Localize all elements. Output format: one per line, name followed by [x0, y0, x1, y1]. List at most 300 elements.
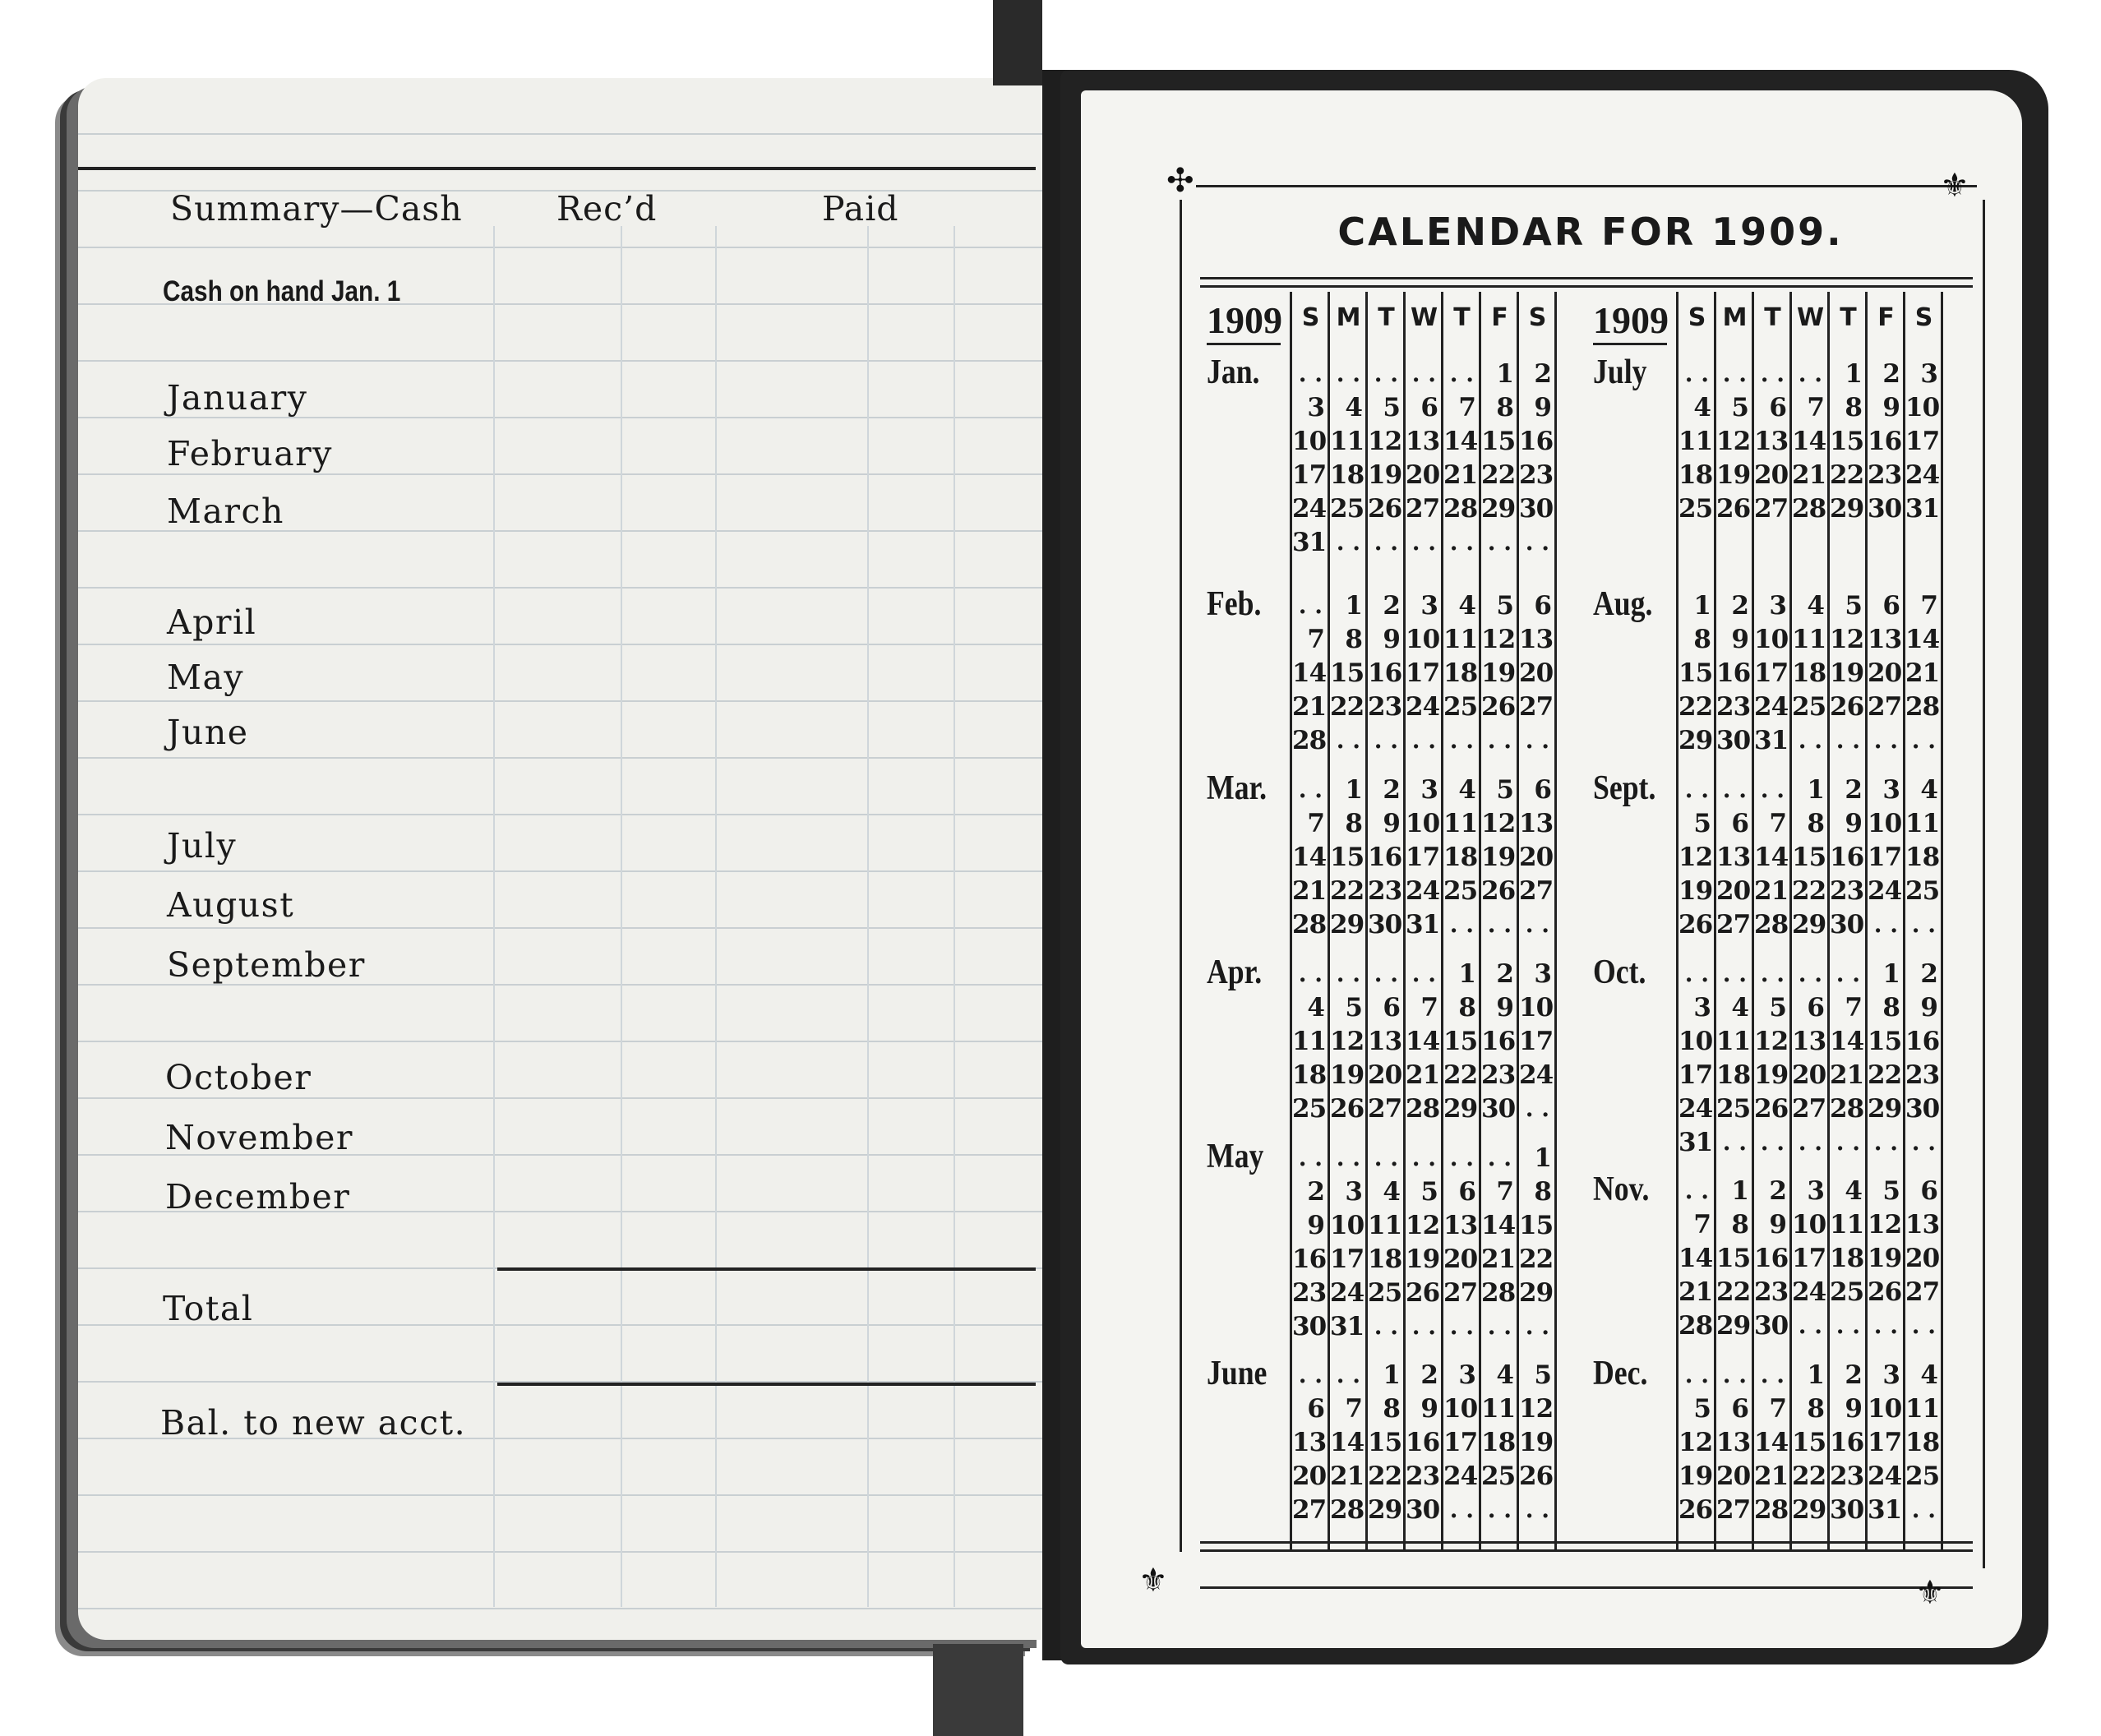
day-cell: 5	[1693, 809, 1711, 838]
month-name: Dec.	[1593, 1355, 1648, 1392]
day-cell: 5	[1383, 393, 1400, 422]
day-cell: 3	[1420, 591, 1438, 621]
day-cell: 1	[1731, 1176, 1748, 1206]
day-cell: 8	[1345, 809, 1362, 838]
day-cell: 2	[1383, 591, 1400, 621]
day-cell: 22	[1792, 1461, 1826, 1491]
day-cell: 16	[1905, 1027, 1940, 1056]
day-cell: 27	[1519, 692, 1554, 722]
day-cell: 14	[1330, 1428, 1364, 1457]
day-cell: 29	[1368, 1495, 1402, 1525]
day-cell: 15	[1519, 1211, 1554, 1240]
day-cell: 7	[1307, 809, 1324, 838]
month-name: May	[1207, 1138, 1264, 1175]
weekday-label: F	[1877, 303, 1895, 332]
month-name: Jan.	[1207, 353, 1260, 391]
day-cell: 23	[1519, 460, 1554, 490]
blank-cell: . .	[1298, 776, 1323, 803]
day-cell: 11	[1830, 1210, 1864, 1240]
day-cell: 13	[1754, 427, 1789, 456]
blank-cell: . .	[1525, 1095, 1549, 1122]
day-cell: 29	[1716, 1311, 1751, 1341]
day-cell: 13	[1406, 427, 1440, 456]
day-cell: 4	[1920, 775, 1937, 805]
day-cell: 26	[1368, 494, 1402, 524]
day-cell: 21	[1754, 1461, 1789, 1491]
blank-cell: . .	[1911, 1496, 1936, 1523]
day-cell: 26	[1481, 692, 1516, 722]
day-cell: 9	[1845, 1394, 1862, 1424]
day-cell: 2	[1731, 591, 1748, 621]
frame-top-rule	[1196, 185, 1977, 187]
day-cell: 30	[1716, 726, 1751, 755]
day-cell: 15	[1830, 427, 1864, 456]
day-cell: 10	[1330, 1211, 1364, 1240]
blank-cell: . .	[1374, 529, 1398, 556]
ledger-column-rule	[954, 226, 955, 1607]
balance-rule	[497, 1383, 1036, 1386]
blank-cell: . .	[1798, 1312, 1822, 1339]
day-cell: 13	[1292, 1428, 1327, 1457]
day-cell: 29	[1519, 1278, 1554, 1308]
blank-cell: . .	[1298, 360, 1323, 387]
weekday-label: F	[1491, 303, 1508, 332]
day-cell: 21	[1678, 1277, 1713, 1307]
fleuron-ornament-icon: ⚜	[1915, 1574, 1945, 1612]
cash-on-hand-label: Cash on hand Jan. 1	[163, 275, 401, 307]
day-cell: 1	[1882, 959, 1900, 989]
day-cell: 5	[1534, 1360, 1551, 1390]
day-cell: 3	[1345, 1177, 1362, 1207]
day-cell: 13	[1716, 1428, 1751, 1457]
blank-cell: . .	[1798, 727, 1822, 754]
day-cell: 20	[1716, 1461, 1751, 1491]
blank-cell: . .	[1873, 727, 1898, 754]
day-cell: 28	[1754, 910, 1789, 940]
day-cell: 19	[1519, 1428, 1554, 1457]
day-cell: 23	[1754, 1277, 1789, 1307]
day-cell: 12	[1330, 1027, 1364, 1056]
blank-cell: . .	[1449, 727, 1474, 754]
day-cell: 16	[1868, 427, 1902, 456]
day-cell: 28	[1443, 494, 1478, 524]
day-cell: 18	[1905, 843, 1940, 872]
day-cell: 18	[1792, 658, 1826, 688]
day-cell: 3	[1807, 1176, 1824, 1206]
day-cell: 17	[1406, 843, 1440, 872]
month-name: Nov.	[1593, 1170, 1650, 1208]
day-cell: 1	[1458, 959, 1475, 989]
day-cell: 24	[1868, 1461, 1902, 1491]
day-cell: 12	[1868, 1210, 1902, 1240]
blank-cell: . .	[1722, 1361, 1747, 1388]
blank-cell: . .	[1722, 776, 1747, 803]
blank-cell: . .	[1411, 1313, 1436, 1340]
day-cell: 22	[1868, 1060, 1902, 1090]
day-cell: 30	[1830, 1495, 1864, 1525]
day-cell: 29	[1868, 1094, 1902, 1124]
day-cell: 20	[1792, 1060, 1826, 1090]
month-label-may: May	[167, 658, 245, 697]
day-cell: 7	[1420, 993, 1438, 1023]
binding-tab-bottom	[933, 1644, 1023, 1736]
day-cell: 25	[1481, 1461, 1516, 1491]
day-cell: 23	[1905, 1060, 1940, 1090]
day-cell: 15	[1330, 658, 1364, 688]
day-cell: 30	[1754, 1311, 1789, 1341]
day-cell: 10	[1292, 427, 1327, 456]
day-cell: 31	[1292, 528, 1327, 557]
day-cell: 7	[1769, 1394, 1786, 1424]
day-cell: 6	[1731, 809, 1748, 838]
month-label-august: August	[167, 885, 295, 925]
day-cell: 17	[1868, 843, 1902, 872]
day-cell: 19	[1481, 658, 1516, 688]
blank-cell: . .	[1873, 911, 1898, 938]
day-cell: 28	[1481, 1278, 1516, 1308]
blank-cell: . .	[1760, 776, 1785, 803]
day-cell: 19	[1406, 1244, 1440, 1274]
blank-cell: . .	[1835, 960, 1860, 987]
day-cell: 18	[1716, 1060, 1751, 1090]
month-label-july: July	[167, 826, 238, 866]
day-cell: 16	[1716, 658, 1751, 688]
day-cell: 8	[1882, 993, 1900, 1023]
day-cell: 19	[1754, 1060, 1789, 1090]
day-cell: 6	[1731, 1394, 1748, 1424]
day-cell: 23	[1481, 1060, 1516, 1090]
ledger-column-rule	[493, 226, 495, 1607]
month-name: Aug.	[1593, 585, 1653, 623]
month-label-february: February	[167, 434, 333, 473]
day-cell: 4	[1307, 993, 1324, 1023]
blank-cell: . .	[1684, 960, 1709, 987]
day-cell: 25	[1830, 1277, 1864, 1307]
month-label-april: April	[167, 603, 257, 642]
blank-cell: . .	[1449, 1313, 1474, 1340]
ledger-column-rule	[621, 226, 622, 1607]
day-cell: 6	[1458, 1177, 1475, 1207]
day-cell: 17	[1330, 1244, 1364, 1274]
day-cell: 26	[1830, 692, 1864, 722]
day-cell: 26	[1330, 1094, 1364, 1124]
day-cell: 6	[1769, 393, 1786, 422]
blank-cell: . .	[1487, 1313, 1512, 1340]
day-cell: 14	[1481, 1211, 1516, 1240]
day-cell: 9	[1534, 393, 1551, 422]
blank-cell: . .	[1798, 960, 1822, 987]
day-cell: 21	[1443, 460, 1478, 490]
day-cell: 11	[1330, 427, 1364, 456]
day-cell: 25	[1368, 1278, 1402, 1308]
day-cell: 9	[1731, 625, 1748, 654]
day-cell: 18	[1368, 1244, 1402, 1274]
day-cell: 17	[1792, 1244, 1826, 1273]
day-cell: 16	[1830, 1428, 1864, 1457]
blank-cell: . .	[1336, 727, 1360, 754]
day-cell: 7	[1807, 393, 1824, 422]
day-cell: 16	[1481, 1027, 1516, 1056]
day-cell: 8	[1807, 809, 1824, 838]
ledger-column-rule	[715, 226, 717, 1607]
day-cell: 7	[1496, 1177, 1513, 1207]
blank-cell: . .	[1525, 911, 1549, 938]
day-cell: 8	[1845, 393, 1862, 422]
day-cell: 4	[1345, 393, 1362, 422]
day-cell: 19	[1868, 1244, 1902, 1273]
day-cell: 4	[1458, 775, 1475, 805]
day-cell: 17	[1678, 1060, 1713, 1090]
blank-cell: . .	[1911, 911, 1936, 938]
day-cell: 23	[1368, 876, 1402, 906]
day-cell: 2	[1383, 775, 1400, 805]
day-cell: 18	[1443, 843, 1478, 872]
day-cell: 6	[1534, 775, 1551, 805]
day-cell: 27	[1868, 692, 1902, 722]
day-cell: 30	[1830, 910, 1864, 940]
day-cell: 9	[1769, 1210, 1786, 1240]
day-cell: 17	[1519, 1027, 1554, 1056]
weekday-label: S	[1914, 303, 1933, 332]
blank-cell: . .	[1525, 727, 1549, 754]
day-cell: 22	[1368, 1461, 1402, 1491]
blank-cell: . .	[1684, 1177, 1709, 1204]
blank-cell: . .	[1722, 360, 1747, 387]
blank-cell: . .	[1298, 1361, 1323, 1388]
day-cell: 28	[1792, 494, 1826, 524]
day-cell: 9	[1383, 625, 1400, 654]
day-cell: 21	[1406, 1060, 1440, 1090]
day-cell: 12	[1830, 625, 1864, 654]
frame-left-rule	[1180, 200, 1182, 1552]
day-cell: 10	[1443, 1394, 1478, 1424]
day-cell: 17	[1905, 427, 1940, 456]
day-cell: 6	[1383, 993, 1400, 1023]
day-cell: 5	[1882, 1176, 1900, 1206]
frame-right-rule	[1983, 200, 1985, 1568]
blank-cell: . .	[1449, 529, 1474, 556]
day-cell: 13	[1716, 843, 1751, 872]
blank-cell: . .	[1487, 529, 1512, 556]
day-cell: 24	[1519, 1060, 1554, 1090]
day-cell: 1	[1693, 591, 1711, 621]
day-cell: 28	[1292, 726, 1327, 755]
day-cell: 7	[1307, 625, 1324, 654]
day-cell: 25	[1905, 1461, 1940, 1491]
day-cell: 27	[1292, 1495, 1327, 1525]
day-cell: 15	[1716, 1244, 1751, 1273]
blank-cell: . .	[1449, 360, 1474, 387]
day-cell: 22	[1519, 1244, 1554, 1274]
day-cell: 22	[1481, 460, 1516, 490]
day-cell: 9	[1307, 1211, 1324, 1240]
day-cell: 4	[1693, 393, 1711, 422]
day-cell: 3	[1882, 1360, 1900, 1390]
blank-cell: . .	[1873, 1129, 1898, 1156]
day-cell: 2	[1534, 359, 1551, 389]
day-cell: 29	[1481, 494, 1516, 524]
day-cell: 7	[1769, 809, 1786, 838]
day-cell: 24	[1868, 876, 1902, 906]
day-cell: 22	[1792, 876, 1826, 906]
day-cell: 23	[1868, 460, 1902, 490]
day-cell: 24	[1792, 1277, 1826, 1307]
day-cell: 12	[1678, 843, 1713, 872]
weekday-label: M	[1722, 303, 1748, 332]
day-cell: 12	[1481, 809, 1516, 838]
day-cell: 26	[1716, 494, 1751, 524]
day-cell: 19	[1716, 460, 1751, 490]
blank-cell: . .	[1835, 1312, 1860, 1339]
day-cell: 11	[1716, 1027, 1751, 1056]
day-cell: 31	[1678, 1128, 1713, 1157]
day-cell: 2	[1769, 1176, 1786, 1206]
month-name: Sept.	[1593, 769, 1656, 807]
day-cell: 26	[1678, 1495, 1713, 1525]
day-cell: 7	[1693, 1210, 1711, 1240]
day-cell: 12	[1519, 1394, 1554, 1424]
day-cell: 4	[1458, 591, 1475, 621]
day-cell: 8	[1807, 1394, 1824, 1424]
day-cell: 24	[1406, 692, 1440, 722]
day-cell: 24	[1330, 1278, 1364, 1308]
day-cell: 27	[1368, 1094, 1402, 1124]
day-cell: 5	[1345, 993, 1362, 1023]
day-cell: 29	[1678, 726, 1713, 755]
blank-cell: . .	[1411, 1144, 1436, 1171]
day-cell: 1	[1807, 1360, 1824, 1390]
month-name: July	[1593, 353, 1647, 391]
blank-cell: . .	[1374, 1144, 1398, 1171]
day-cell: 5	[1693, 1394, 1711, 1424]
day-cell: 10	[1792, 1210, 1826, 1240]
month-label-june: June	[167, 713, 249, 752]
day-cell: 17	[1868, 1428, 1902, 1457]
day-cell: 16	[1519, 427, 1554, 456]
day-cell: 10	[1905, 393, 1940, 422]
day-cell: 29	[1792, 910, 1826, 940]
day-cell: 5	[1496, 775, 1513, 805]
day-cell: 24	[1406, 876, 1440, 906]
day-cell: 16	[1368, 843, 1402, 872]
day-cell: 6	[1307, 1394, 1324, 1424]
day-cell: 9	[1845, 809, 1862, 838]
day-cell: 22	[1830, 460, 1864, 490]
day-cell: 23	[1830, 876, 1864, 906]
day-cell: 25	[1678, 494, 1713, 524]
day-cell: 20	[1292, 1461, 1327, 1491]
day-cell: 12	[1481, 625, 1516, 654]
day-cell: 13	[1905, 1210, 1940, 1240]
day-cell: 14	[1905, 625, 1940, 654]
blank-cell: . .	[1449, 911, 1474, 938]
day-cell: 31	[1868, 1495, 1902, 1525]
day-cell: 28	[1292, 910, 1327, 940]
day-cell: 10	[1406, 809, 1440, 838]
weekday-label: S	[1528, 303, 1547, 332]
day-cell: 1	[1807, 775, 1824, 805]
day-cell: 7	[1458, 393, 1475, 422]
day-cell: 26	[1678, 910, 1713, 940]
day-cell: 12	[1754, 1027, 1789, 1056]
day-cell: 8	[1693, 625, 1711, 654]
day-cell: 15	[1792, 1428, 1826, 1457]
day-cell: 3	[1769, 591, 1786, 621]
day-cell: 10	[1678, 1027, 1713, 1056]
blank-cell: . .	[1374, 360, 1398, 387]
day-cell: 8	[1383, 1394, 1400, 1424]
day-cell: 7	[1845, 993, 1862, 1023]
day-cell: 10	[1754, 625, 1789, 654]
blank-cell: . .	[1525, 529, 1549, 556]
blank-cell: . .	[1336, 360, 1360, 387]
year-underline	[1207, 343, 1281, 345]
day-cell: 9	[1920, 993, 1937, 1023]
blank-cell: . .	[1298, 592, 1323, 619]
blank-cell: . .	[1525, 1496, 1549, 1523]
day-cell: 21	[1830, 1060, 1864, 1090]
weekday-label: S	[1688, 303, 1706, 332]
day-cell: 6	[1807, 993, 1824, 1023]
day-cell: 20	[1368, 1060, 1402, 1090]
day-cell: 13	[1443, 1211, 1478, 1240]
day-cell: 4	[1383, 1177, 1400, 1207]
day-cell: 19	[1678, 876, 1713, 906]
day-cell: 11	[1905, 809, 1940, 838]
day-cell: 16	[1830, 843, 1864, 872]
day-cell: 10	[1519, 993, 1554, 1023]
blank-cell: . .	[1911, 727, 1936, 754]
weekday-label: W	[1410, 303, 1438, 332]
day-cell: 15	[1443, 1027, 1478, 1056]
day-cell: 5	[1769, 993, 1786, 1023]
day-cell: 30	[1905, 1094, 1940, 1124]
day-cell: 17	[1292, 460, 1327, 490]
day-cell: 12	[1406, 1211, 1440, 1240]
day-cell: 22	[1443, 1060, 1478, 1090]
day-cell: 28	[1406, 1094, 1440, 1124]
day-cell: 15	[1868, 1027, 1902, 1056]
month-label-september: September	[167, 945, 366, 985]
day-cell: 3	[1307, 393, 1324, 422]
day-cell: 3	[1920, 359, 1937, 389]
summary-header: Summary—Cash	[170, 189, 463, 229]
table-top-rule	[1200, 277, 1973, 279]
fleuron-ornament-icon: ⚜	[1138, 1562, 1168, 1600]
day-cell: 21	[1292, 876, 1327, 906]
table-bottom-rule	[1200, 1549, 1973, 1552]
day-cell: 18	[1330, 460, 1364, 490]
day-cell: 27	[1754, 494, 1789, 524]
month-name: Feb.	[1207, 585, 1262, 623]
day-cell: 2	[1920, 959, 1937, 989]
fleuron-ornament-icon: ✣	[1166, 162, 1194, 200]
day-cell: 21	[1905, 658, 1940, 688]
blank-cell: . .	[1760, 960, 1785, 987]
day-cell: 16	[1368, 658, 1402, 688]
day-cell: 14	[1754, 1428, 1789, 1457]
weekday-label: S	[1301, 303, 1320, 332]
day-cell: 28	[1905, 692, 1940, 722]
day-cell: 17	[1754, 658, 1789, 688]
day-cell: 11	[1481, 1394, 1516, 1424]
day-cell: 31	[1905, 494, 1940, 524]
day-cell: 24	[1754, 692, 1789, 722]
day-cell: 9	[1496, 993, 1513, 1023]
month-label-october: October	[165, 1058, 312, 1097]
day-cell: 5	[1420, 1177, 1438, 1207]
blank-cell: . .	[1684, 360, 1709, 387]
